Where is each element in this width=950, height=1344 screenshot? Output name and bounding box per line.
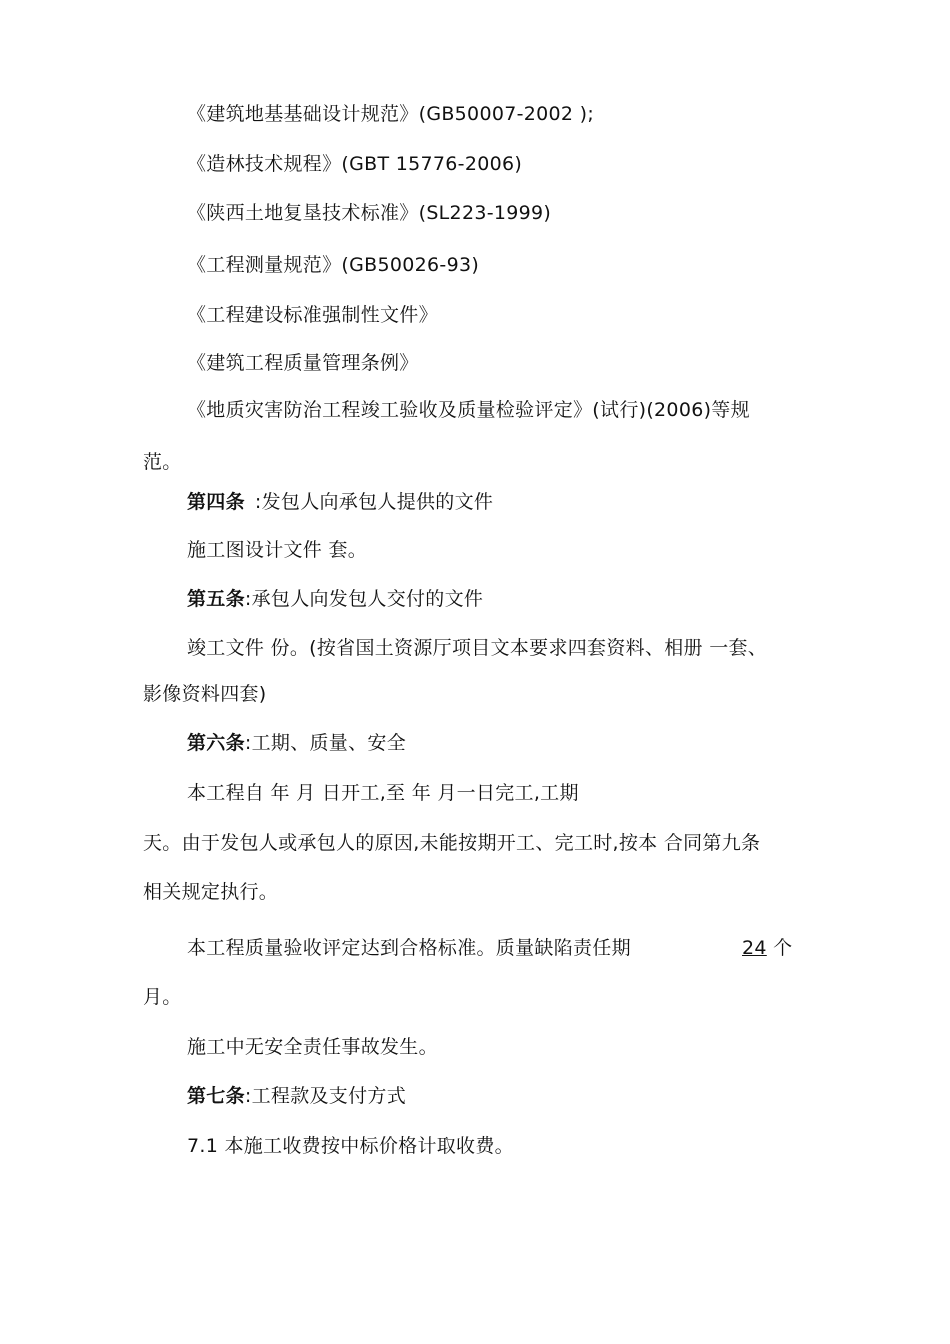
standard-item-3: 《陕西土地复垦技术标准》(SL223-1999) [187,202,552,224]
article-4-heading-line [187,489,493,515]
article-6-heading: 第六条 [187,732,245,754]
standard-item-5: 《工程建设标准强制性文件》 [187,304,438,326]
standard-item-7: 《地质灾害防治工程竣工验收及质量检验评定》(试行)(2006)等规 [187,399,750,421]
standard-item-4: 《工程测量规范》(GB50026-93) [187,254,480,276]
article-6-schedule-line-2: 天。由于发包人或承包人的原因,未能按期开工、完工时,按本 合同第九条 [143,832,761,854]
article-6-quality-text: 本工程质量验收评定达到合格标准。质量缺陷责任期 [187,937,631,959]
article-7-heading: 第七条 [187,1085,245,1107]
article-5-heading-line [187,586,483,612]
article-6-heading-line [187,730,406,756]
article-7-item-7-1: 7.1 本施工收费按中标价格计取收费。 [187,1135,514,1157]
article-5-body-line-2: 影像资料四套) [143,683,267,705]
article-4-heading: 第四条 [187,491,245,513]
article-6-quality-tail: 月。 [143,986,182,1008]
standard-item-2: 《造林技术规程》(GBT 15776-2006) [187,153,523,175]
article-4-title: :发包人向承包人提供的文件 [254,491,494,513]
article-6-safety: 施工中无安全责任事故发生。 [187,1036,438,1058]
standard-item-7-tail: 范。 [143,451,182,473]
article-5-heading: 第五条 [187,588,245,610]
article-7-heading-line [187,1083,406,1109]
warranty-months-value: 24 [742,937,767,959]
warranty-unit: 个 [773,937,793,959]
article-4-body: 施工图设计文件 套。 [187,539,368,561]
article-6-schedule-line-3: 相关规定执行。 [143,881,279,903]
standard-item-1: 《建筑地基基础设计规范》(GB50007-2002 ); [187,103,595,125]
article-7-title: :工程款及支付方式 [244,1085,407,1107]
article-6-warranty-line [742,935,792,961]
standard-item-6: 《建筑工程质量管理条例》 [187,352,419,374]
article-6-schedule-line-1: 本工程自 年 月 日开工,至 年 月一日完工,工期 [187,782,579,804]
article-6-title: :工期、质量、安全 [244,732,407,754]
article-5-title: :承包人向发包人交付的文件 [244,588,484,610]
article-5-body-line-1: 竣工文件 份。(按省国土资源厅项目文本要求四套资料、相册 一套、 [187,637,768,659]
